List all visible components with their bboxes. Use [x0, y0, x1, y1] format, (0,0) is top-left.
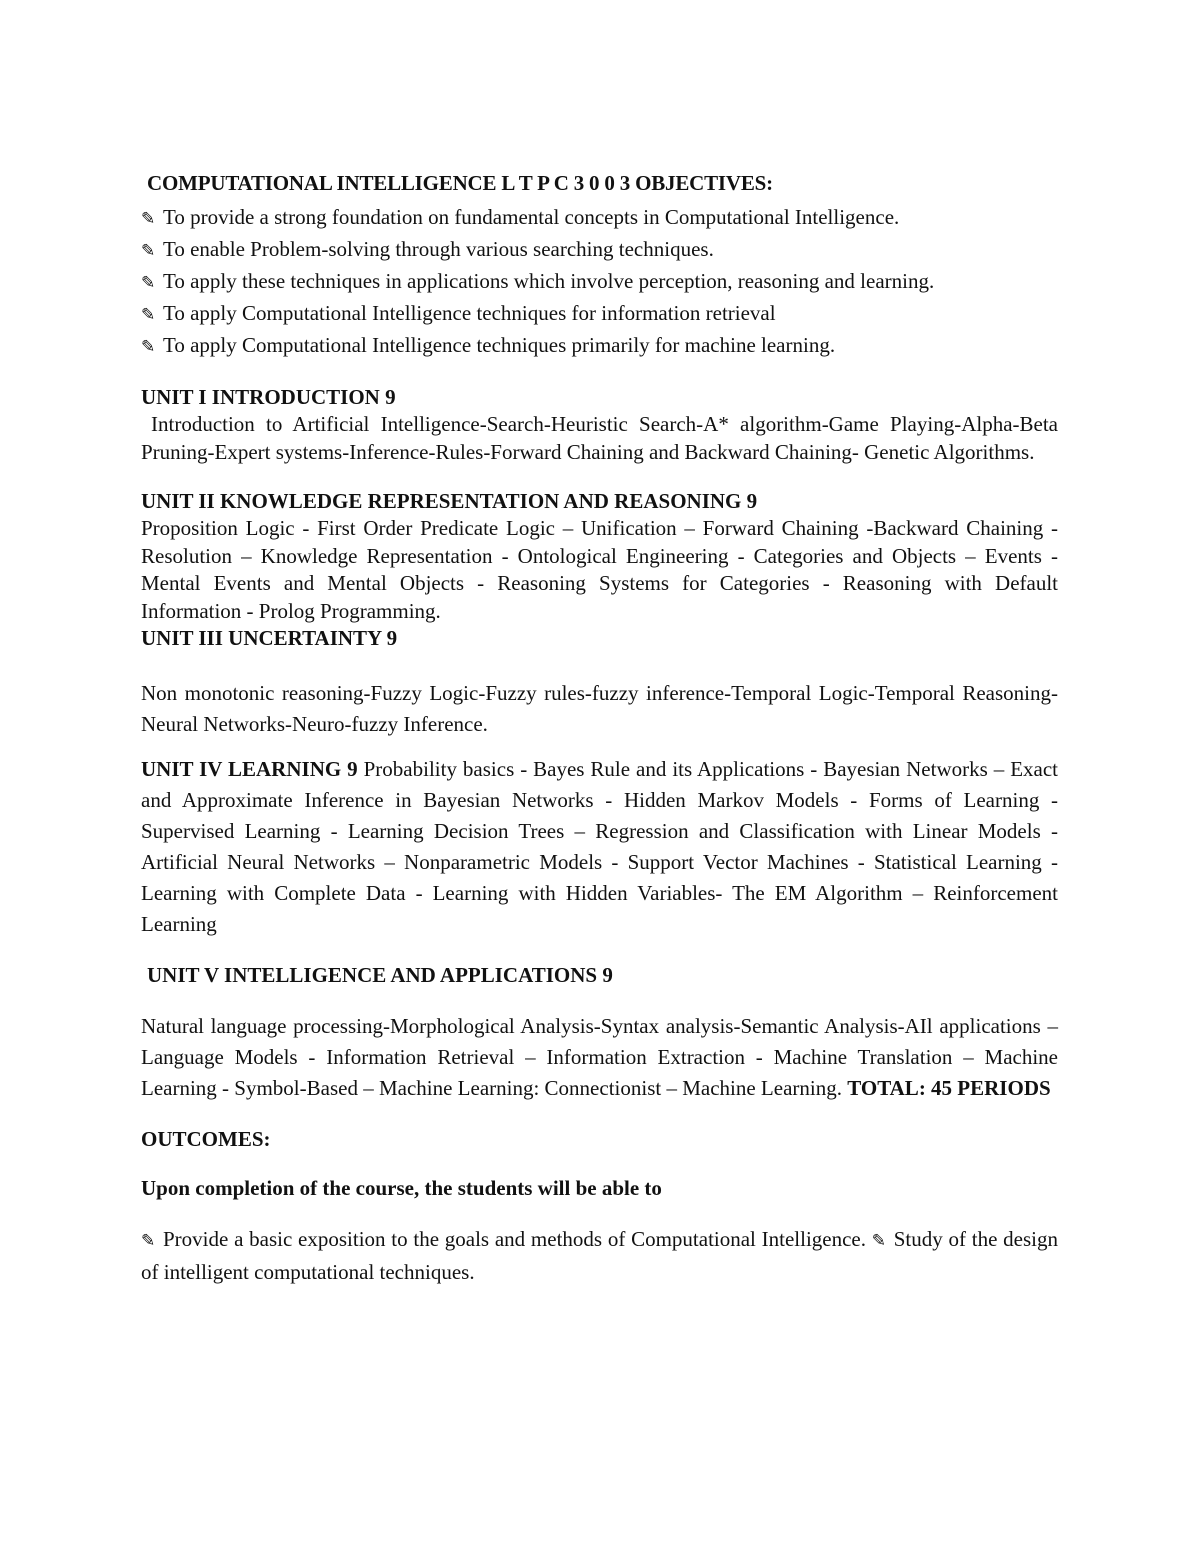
total-periods: TOTAL: 45 PERIODS [847, 1076, 1051, 1100]
objective-text: To apply Computational Intelligence techniques for information retrieval [163, 301, 776, 325]
unit4-section [141, 754, 1058, 940]
objective-text: To apply these techniques in applications which involve perception, reasoning and learning. [163, 269, 935, 293]
course-title: COMPUTATIONAL INTELLIGENCE L T P C 3 0 0 3 OBJECTIVES: [147, 171, 773, 195]
outcomes-list [141, 1224, 1058, 1288]
unit5-body: Natural language processing-Morphological Analysis-Syntax analysis-Semantic Analysis-AIl applications – Language Models - Information Retrieval – Information Extraction - Machine Translation – Machine Learning - Symbol-Based – Machine Learning: Connectionist – Machine Learning. [141, 1014, 1058, 1100]
unit3-body: Non monotonic reasoning-Fuzzy Logic-Fuzzy rules-fuzzy inference-Temporal Logic-Temporal Reasoning-Neural Networks-Neuro-fuzzy Inference. [141, 681, 1058, 736]
unit5-section [141, 1011, 1058, 1104]
outcomes-intro: Upon completion of the course, the students will be able to [141, 1176, 662, 1200]
objective-text: To apply Computational Intelligence techniques primarily for machine learning. [163, 333, 836, 357]
syllabus-page [141, 168, 1058, 1288]
pencil-bullet-icon: ✎ [141, 209, 156, 229]
objective-item [141, 266, 1058, 298]
unit4-heading: UNIT IV LEARNING 9 [141, 757, 358, 781]
pencil-bullet-icon: ✎ [141, 1231, 156, 1251]
objective-item [141, 330, 1058, 362]
unit3-heading: UNIT III UNCERTAINTY 9 [141, 626, 398, 650]
objective-text: To provide a strong foundation on fundamental concepts in Computational Intelligence. [163, 205, 900, 229]
pencil-bullet-icon: ✎ [141, 241, 156, 261]
pencil-bullet-icon: ✎ [141, 273, 156, 293]
outcome-item: Provide a basic exposition to the goals and methods of Computational Intelligence. [163, 1227, 866, 1251]
outcome-item: Study of the design of intelligent computational techniques. [141, 1227, 1058, 1284]
unit1-heading: UNIT I INTRODUCTION 9 [141, 385, 396, 409]
pencil-bullet-icon: ✎ [141, 337, 156, 357]
unit4-body: Probability basics - Bayes Rule and its Applications - Bayesian Networks – Exact and Approximate Inference in Bayesian Networks - Hidden Markov Models - Forms of Learning - Supervised Learning - Learning Decision Trees – Regression and Classification with Linear Models - Artificial Neural Networks – Nonparametric Models - Support Vector Machines - Statistical Learning - Learning with Complete Data - Learning with Hidden Variables- The EM Algorithm – Reinforcement Learning [141, 757, 1059, 936]
objective-item [141, 298, 1058, 330]
pencil-bullet-icon: ✎ [141, 305, 156, 325]
unit1-body: Introduction to Artificial Intelligence-Search-Heuristic Search-A* algorithm-Game Playing-Alpha-Beta Pruning-Expert systems-Inference-Rules-Forward Chaining and Backward Chaining- Genetic Algorithms. [141, 412, 1058, 464]
unit2-body: Proposition Logic - First Order Predicate Logic – Unification – Forward Chaining -Backward Chaining - Resolution – Knowledge Representation - Ontological Engineering - Categories and Objects – Events - Mental Events and Mental Objects - Reasoning Systems for Categories - Reasoning with Default Information - Prolog Programming. [141, 516, 1058, 623]
pencil-bullet-icon: ✎ [871, 1231, 886, 1251]
unit2-heading: UNIT II KNOWLEDGE REPRESENTATION AND REASONING 9 [141, 489, 758, 513]
unit5-heading: UNIT V INTELLIGENCE AND APPLICATIONS 9 [147, 963, 613, 987]
outcomes-heading: OUTCOMES: [141, 1127, 271, 1151]
objective-text: To enable Problem-solving through various searching techniques. [163, 237, 714, 261]
objective-item [141, 202, 1058, 234]
objective-item [141, 234, 1058, 266]
